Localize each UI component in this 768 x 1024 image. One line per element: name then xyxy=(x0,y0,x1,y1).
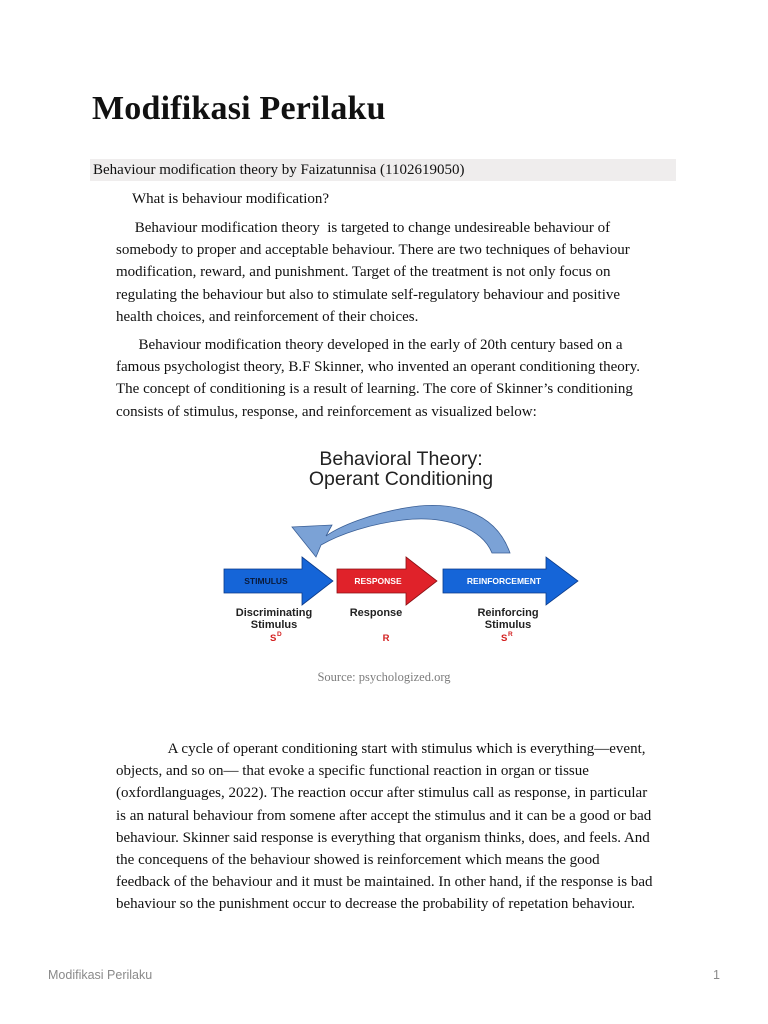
stimulus-label: STIMULUS xyxy=(244,576,288,586)
paragraph-history xyxy=(116,334,640,423)
paragraph-line: famous psychologist theory, B.F Skinner, who invented an operant conditioning theory. xyxy=(116,359,641,376)
figure-title-line2: Operant Conditioning xyxy=(308,468,494,490)
paragraph-line: health choices, and reinforcement of their choices. xyxy=(116,308,419,325)
reinforcement-desc-line1: Reinforcing xyxy=(477,607,539,619)
response-symbol: R xyxy=(382,633,390,644)
reinforcement-label: REINFORCEMENT xyxy=(466,576,542,586)
paragraph-line: objects, and so on— that evoke a specific functional reaction in organ or tissue xyxy=(116,763,589,780)
paragraph-line: behaviour. Skinner said response is everything that organism thinks, does, and feels. And xyxy=(116,829,650,846)
section-question: What is behaviour modification? xyxy=(132,191,330,207)
paragraph-line: Behaviour modification theory developed in the early of 20th century based on a xyxy=(116,337,623,353)
paragraph-line: modification, reward, and punishment. Target of the treatment is not only focus on xyxy=(116,264,611,281)
response-desc-line1: Response xyxy=(349,607,403,619)
paragraph-line: behaviour so the punishment occur to decrease the probability of repetation behaviour. xyxy=(116,896,636,913)
figure-title-line1: Behavioral Theory: xyxy=(319,448,483,470)
stimulus-desc-line1: Discriminating xyxy=(235,607,313,619)
footer-title: Modifikasi Perilaku xyxy=(48,968,153,982)
paragraph-cycle xyxy=(116,738,653,916)
operant-conditioning-diagram xyxy=(220,440,582,648)
reinforcement-symbol-superscript: R xyxy=(508,631,513,638)
paragraph-definition xyxy=(116,217,630,328)
page-number: 1 xyxy=(713,968,720,982)
paragraph-line: is an natural behaviour from somene after accept the stimulus and it can be a good or bad xyxy=(116,807,652,824)
paragraph-line: the concequens of the behaviour showed is reinforcement which means the good xyxy=(116,852,600,869)
paragraph-line: Behaviour modification theory is targeted to change undesireable behaviour of xyxy=(116,220,611,236)
paragraph-line: regulating the behaviour but also to stimulate self-regulatory behaviour and positive xyxy=(116,286,621,303)
reinforcement-desc-line2: Stimulus xyxy=(484,619,532,631)
feedback-curve-arrow xyxy=(292,505,510,557)
paragraph-line: consists of stimulus, response, and reinforcement as visualized below: xyxy=(116,403,537,420)
paragraph-line: (oxfordlanguages, 2022). The reaction occur after stimulus call as response, in particular xyxy=(116,785,648,802)
stimulus-desc-line2: Stimulus xyxy=(250,619,298,631)
reinforcement-symbol: S xyxy=(501,633,508,644)
subtitle: Behaviour modification theory by Faizatunnisa (1102619050) xyxy=(93,162,465,178)
paragraph-line: A cycle of operant conditioning start with stimulus which is everything—event, xyxy=(116,741,646,757)
paragraph-line: The concept of conditioning is a result of learning. The core of Skinner’s conditioning xyxy=(116,381,633,398)
paragraph-line: feedback of the behaviour and it must be maintained. In other hand, if the response is bad xyxy=(116,874,653,891)
document-title: Modifikasi Perilaku xyxy=(92,90,386,127)
response-label: RESPONSE xyxy=(354,576,402,586)
stimulus-symbol: S xyxy=(270,633,277,644)
paragraph-line: somebody to proper and acceptable behaviour. There are two techniques of behaviour xyxy=(116,242,630,259)
subtitle-highlight xyxy=(90,159,676,181)
stimulus-symbol-superscript: D xyxy=(277,631,282,638)
figure-caption: Source: psychologized.org xyxy=(317,670,451,684)
